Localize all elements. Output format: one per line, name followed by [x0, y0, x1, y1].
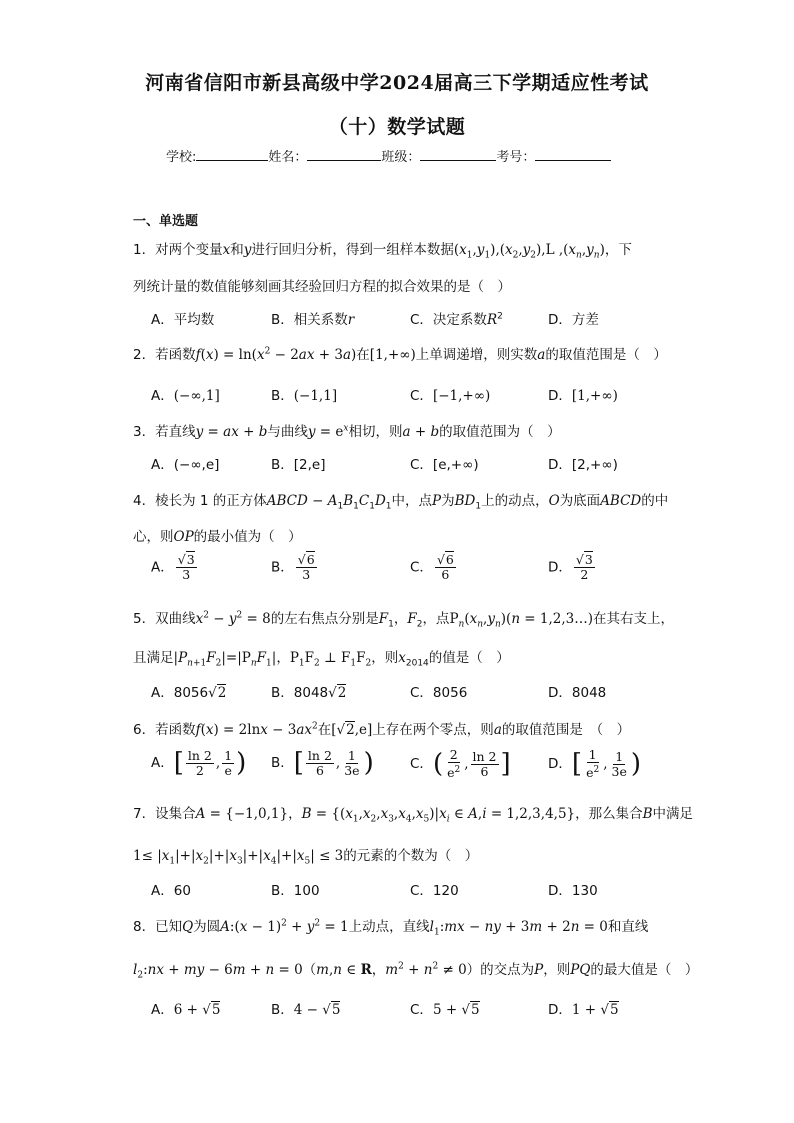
question-1-line-2: 列统计量的数值能够刻画其经验回归方程的拟合效果的是（ ）	[133, 279, 511, 295]
q3-option-c[interactable]: C．[e,+∞)	[410, 457, 479, 473]
q5-option-a[interactable]: A．8056√2	[151, 685, 227, 701]
q1-option-b[interactable]: B．相关系数r	[271, 312, 355, 328]
question-6-line-1: 6．若函数$f(x) = 2\ln x - 3ax^2$在[√2,e]上存在两个零点，则a的取值范围是 （ ）	[133, 721, 631, 738]
section-heading: 一、单选题	[133, 214, 199, 229]
question-7-line-2: $1\le |x_1|+|x_2|+|x_3|+|x_4|+|x_5| \le 3$的元素的个数为（ ）	[133, 848, 479, 867]
question-8-line-2: $l_2:nx$ + my − 6m + n = 0（m,n ∈ R，$m^2 + n^2 \ne 0$）的交点为P，则PQ的最大值是（ ）	[133, 961, 699, 981]
name-blank[interactable]	[307, 148, 381, 161]
q6-option-b[interactable]: B．[ $\frac{\ln 2}{6}$ , $\frac{1}{3e}$ )	[271, 747, 374, 778]
student-info-row	[166, 146, 611, 165]
q7-option-b[interactable]: B．100	[271, 883, 320, 899]
q1-option-c[interactable]: C．决定系数$R^2$	[410, 311, 503, 328]
question-7-line-1: 7．设集合A = {−1,0,1}，$B = \{(x_1,x_2,x_3,x_4,x_5)|x_i$ ∈ A,i = 1,2,3,4,5}，那么集合B中满足	[133, 806, 694, 825]
q4-option-d[interactable]: D． $\frac{√3}{2}$	[548, 552, 593, 582]
question-2-line-1: 2．若函数$f(x) = \ln(x^2 - 2ax + 3a)$在[1,+∞)上单调递增，则实数a的取值范围是（ ）	[133, 346, 667, 363]
q8-option-c[interactable]: C．5 + √5	[410, 1002, 480, 1018]
question-1-line-1: 1．对两个变量x和y进行回归分析，得到一组样本数据$(x_1,y_1),(x_2,y_2),L$ $,(x_n,y_n)$，下	[133, 242, 632, 261]
class-label: 班级：	[381, 150, 421, 165]
q5-option-b[interactable]: B．8048√2	[271, 685, 347, 701]
school-blank[interactable]	[196, 148, 268, 161]
question-5-line-2: 且满足$|P_{n+1}F_2|=|P_nF_1|$，$P_1F_2$ ⊥ $F_1F_2$，则$x_{2014}$的值是（ ）	[133, 650, 510, 669]
question-5-line-1: 5．双曲线$x^2 - y^2 = 8$的左右焦点分别是$F_1$，$F_2$，点$P_n(x_n,y_n)(n$ = 1,2,3…)在其右支上，	[133, 610, 675, 630]
exam-subtitle: （十）数学试题	[328, 116, 466, 138]
q2-option-a[interactable]: A．(−∞,1]	[151, 388, 220, 404]
q4-option-b[interactable]: B． $\frac{√6}{3}$	[271, 552, 315, 582]
q7-option-d[interactable]: D．130	[548, 883, 598, 899]
q1-option-d[interactable]: D．方差	[548, 312, 599, 328]
q2-option-d[interactable]: D．[1,+∞)	[548, 388, 618, 404]
q3-option-b[interactable]: B．[2,e]	[271, 457, 326, 473]
q8-option-a[interactable]: A．6 + √5	[151, 1002, 221, 1018]
q6-option-d[interactable]: D．[ $\frac{1}{e^2}$ , $\frac{1}{3e}$ )	[548, 747, 642, 781]
q4-option-c[interactable]: C． $\frac{√6}{6}$	[410, 552, 454, 582]
q7-option-c[interactable]: C．120	[410, 883, 459, 899]
q5-option-c[interactable]: C．8056	[410, 685, 468, 701]
q6-option-c[interactable]: C．( $\frac{2}{e^2}$ , $\frac{\ln 2}{6}$ ]	[410, 747, 511, 781]
exam-title: 河南省信阳市新县高级中学2024届高三下学期适应性考试	[145, 72, 649, 94]
question-3-line-1: 3．若直线y = ax + b与曲线$y = e^x$相切，则a + b的取值范围为（ ）	[133, 423, 561, 440]
q1-option-a[interactable]: A．平均数	[151, 312, 215, 328]
q5-option-d[interactable]: D．8048	[548, 685, 607, 701]
q3-option-a[interactable]: A．(−∞,e]	[151, 457, 220, 473]
exam-no-label: 考号：	[496, 150, 536, 165]
class-blank[interactable]	[420, 148, 496, 161]
question-4-line-2: 心，则OP的最小值为（ ）	[133, 529, 302, 545]
question-4-line-1: 4．棱长为 1 的正方体ABCD − $A_1B_1C_1D_1$中，点P为$BD_1$上的动点，O为底面ABCD的中	[133, 493, 669, 512]
q2-option-c[interactable]: C．[−1,+∞)	[410, 388, 491, 404]
question-8-line-1: 8．已知Q为圆A:(x − $1)^2 + y^2 = 1$上动点，直线$l_1:mx$ − ny + 3m + 2n = 0和直线	[133, 918, 649, 938]
q2-option-b[interactable]: B．(−1,1]	[271, 388, 338, 404]
q4-option-a[interactable]: A． $\frac{√3}{3}$	[151, 552, 195, 582]
name-label: 姓名：	[268, 150, 308, 165]
q6-option-a[interactable]: A．[ $\frac{\ln 2}{2}$ , $\frac{1}{e}$ )	[151, 747, 247, 778]
q8-option-d[interactable]: D．1 + √5	[548, 1002, 619, 1018]
exam-no-blank[interactable]	[535, 148, 611, 161]
q3-option-d[interactable]: D．[2,+∞)	[548, 457, 618, 473]
q8-option-b[interactable]: B．4 − √5	[271, 1002, 341, 1018]
q7-option-a[interactable]: A．60	[151, 883, 191, 899]
school-label: 学校:	[166, 150, 197, 165]
